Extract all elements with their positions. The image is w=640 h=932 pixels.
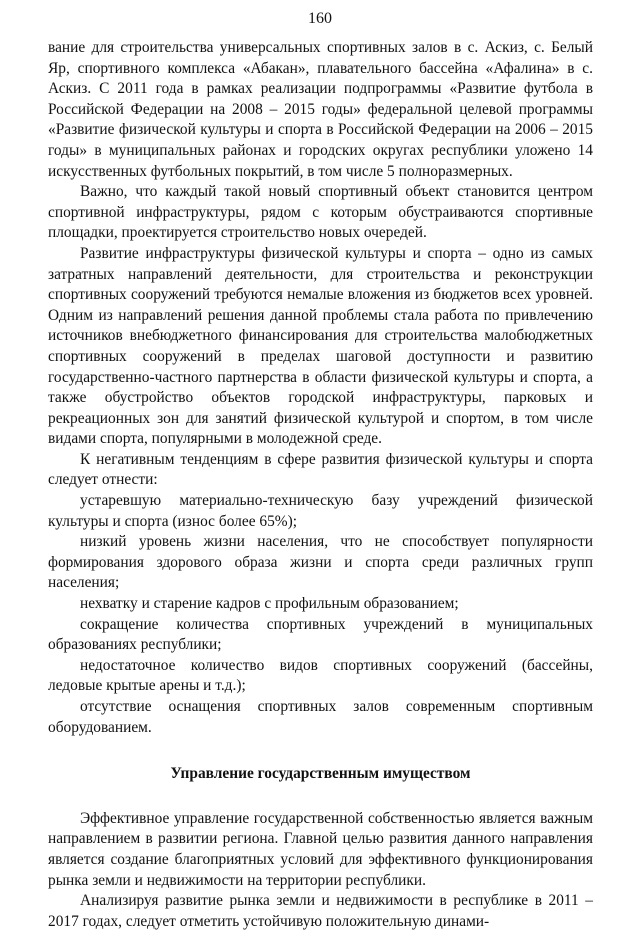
paragraph: Анализируя развитие рынка земли и недвижимости в республике в 2011 – 2017 годах, следует отметить устойчивую положительную динами- xyxy=(48,892,593,930)
list-item: низкий уровень жизни населения, что не способствует популярности формирования здорового образа жизни и спорта среди различных групп населения; xyxy=(48,533,593,592)
paragraph: К негативным тенденциям в сфере развития физической культуры и спорта следует отнести: xyxy=(48,450,593,489)
list-item: недостаточное количество видов спортивных сооружений (бассейны, ледовые крытые арены и т.д.); xyxy=(48,656,593,695)
list-item: устаревшую материально-техническую базу учреждений физической культуры и спорта (износ более 65%); xyxy=(48,492,593,530)
paragraph-continuation: вание для строительства универсальных спортивных залов в с. Аскиз, с. Белый Яр, спортивного комплекса «Абакан», плавательного бассейна «Афалина» в с. Аскиз. С 2011 года в рамках реализации подпрограммы «Развитие футбола в Российской Федерации на 2008 – 2015 годы» федеральной целевой программы «Развитие физической культуры и спорта в Российской Федерации на 2006 – 2015 годы» в муниципальных районах и городских округах республики уложено 14 искусственных футбольных покрытий, в том числе 5 полноразмерных. xyxy=(48,39,593,180)
page-number: 160 xyxy=(308,10,332,27)
list-item: нехватку и старение кадров с профильным образованием; xyxy=(80,595,459,613)
paragraph: Развитие инфраструктуры физической культуры и спорта – одно из самых затратных направлений деятельности, для строительства и реконструкции спортивных сооружений требуются немалые вложения из бюджетов всех уровней. Одним из направлений решения данной проблемы стала работа по привлечению источников внебюджетного финансирования для строительства малобюджетных спортивных сооружений в пределах шаговой доступности и развитию государственно-частного партнерства в области физической культуры и спорта, а также обустройство объектов городской инфраструктуры, парковых и рекреационных зон для занятий физической культурой и спортом, в том числе видами спорта, популярными в молодежной среде. xyxy=(48,244,593,448)
paragraph: Важно, что каждый такой новый спортивный объект становится центром спортивной инфраструктуры, рядом с которым обустраиваются спортивные площадки, проектируется строительство новых очередей. xyxy=(48,183,593,242)
page-body xyxy=(48,38,593,932)
list-item: сокращение количества спортивных учреждений в муниципальных образованиях республики; xyxy=(48,615,593,654)
section-heading: Управление государственным имуществом xyxy=(170,765,471,783)
list-item: отсутствие оснащения спортивных залов современным спортивным оборудованием. xyxy=(48,698,593,736)
paragraph: Эффективное управление государственной собственностью является важным направлением в развитии региона. Главной целью развития данного направления является создание благоприятных условий для эффективного функционирования рынка земли и недвижимости на территории республики. xyxy=(48,809,593,889)
